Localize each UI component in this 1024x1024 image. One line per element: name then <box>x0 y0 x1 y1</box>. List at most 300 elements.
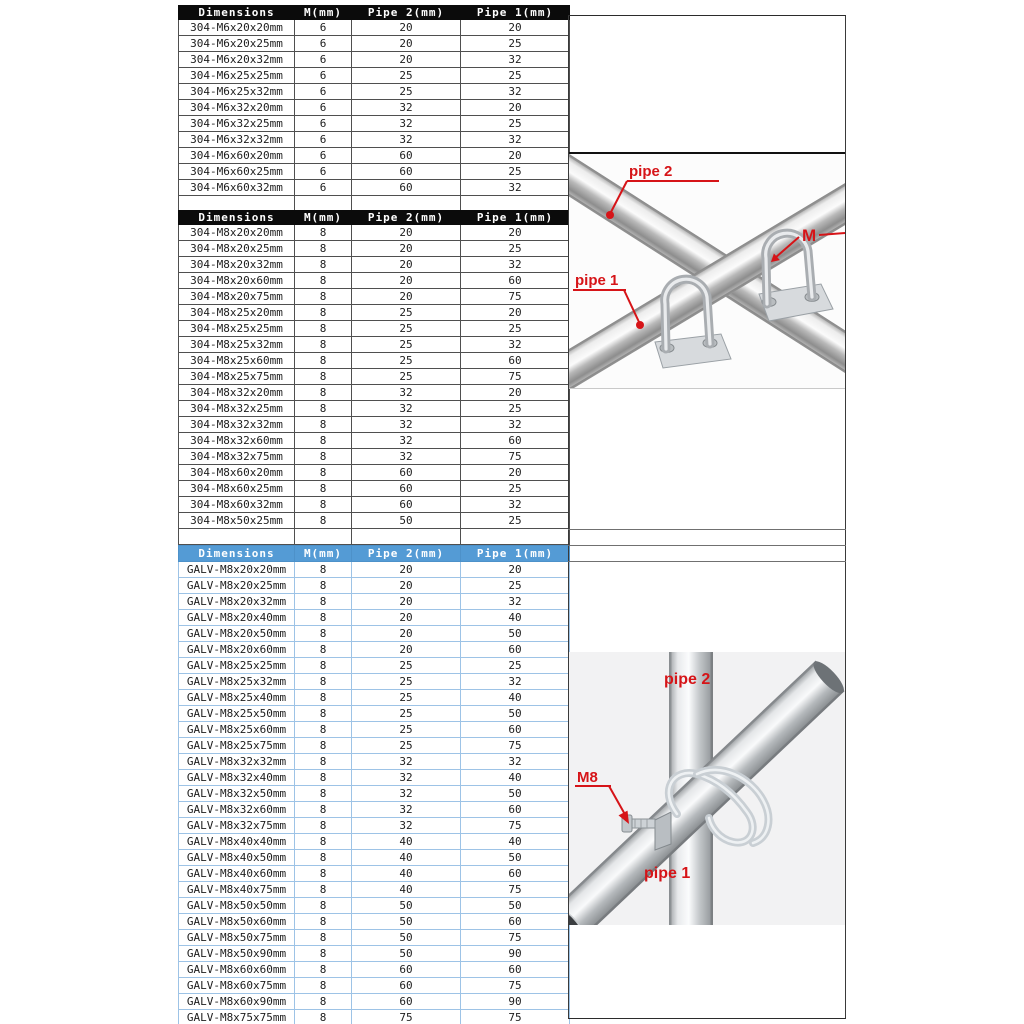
table-cell: 32 <box>352 818 461 834</box>
table-cell: 60 <box>461 642 570 658</box>
table-cell: 25 <box>352 305 461 321</box>
table-cell: 304-M8x60x32mm <box>179 497 295 513</box>
column-header: Dimensions <box>179 211 295 225</box>
table-cell: 8 <box>295 690 352 706</box>
table-cell: 304-M8x60x20mm <box>179 465 295 481</box>
table-cell: 32 <box>352 449 461 465</box>
table-cell: 32 <box>461 674 570 690</box>
table-cell: 304-M6x32x32mm <box>179 132 295 148</box>
table-cell: 8 <box>295 626 352 642</box>
table-cell: 20 <box>352 289 461 305</box>
table-cell: 6 <box>295 52 352 68</box>
table-cell: 20 <box>352 257 461 273</box>
table-cell: 8 <box>295 930 352 946</box>
table-cell: 25 <box>352 353 461 369</box>
table-row <box>179 52 570 68</box>
table-cell <box>295 529 352 545</box>
pipe1-label: pipe 1 <box>575 272 619 289</box>
table-cell: 40 <box>352 882 461 898</box>
column-header: Pipe 2(mm) <box>352 6 461 20</box>
table-cell: GALV-M8x25x32mm <box>179 674 295 690</box>
table-cell: 304-M8x25x25mm <box>179 321 295 337</box>
table-cell: 75 <box>461 738 570 754</box>
table-cell: 25 <box>461 116 570 132</box>
table-cell: 32 <box>461 257 570 273</box>
table-cell: 25 <box>352 658 461 674</box>
table-cell: GALV-M8x50x90mm <box>179 946 295 962</box>
table-cell: 8 <box>295 257 352 273</box>
header-row <box>179 6 570 20</box>
table-cell: 8 <box>295 289 352 305</box>
table-cell: 20 <box>352 273 461 289</box>
table-cell: 75 <box>461 818 570 834</box>
table-cell: 32 <box>461 497 570 513</box>
table-cell: 304-M6x60x20mm <box>179 148 295 164</box>
table-cell: GALV-M8x20x60mm <box>179 642 295 658</box>
table-cell: 50 <box>352 930 461 946</box>
table-cell: 8 <box>295 738 352 754</box>
table-row <box>179 305 570 321</box>
table-cell: 25 <box>352 690 461 706</box>
table-cell: 60 <box>461 722 570 738</box>
table-cell: GALV-M8x40x60mm <box>179 866 295 882</box>
table-cell: 8 <box>295 449 352 465</box>
table-row <box>179 241 570 257</box>
table-row <box>179 84 570 100</box>
table-row <box>179 1010 570 1024</box>
table-cell: 60 <box>461 353 570 369</box>
table-cell: 20 <box>352 241 461 257</box>
table-cell: 90 <box>461 994 570 1010</box>
table-cell: 32 <box>461 754 570 770</box>
table-cell: 304-M8x32x32mm <box>179 417 295 433</box>
table-row <box>179 834 570 850</box>
table-cell: 32 <box>461 594 570 610</box>
table-row <box>179 289 570 305</box>
spec-table-304-m6 <box>178 5 569 212</box>
table-row <box>179 257 570 273</box>
column-header: M(mm) <box>295 211 352 225</box>
table-cell: 25 <box>352 321 461 337</box>
table-row <box>179 321 570 337</box>
table-cell: 304-M8x20x75mm <box>179 289 295 305</box>
pipe1-label: pipe 1 <box>644 865 691 882</box>
table-row <box>179 20 570 36</box>
table-cell: GALV-M8x50x75mm <box>179 930 295 946</box>
column-header: Pipe 2(mm) <box>352 546 461 562</box>
table-cell: 8 <box>295 898 352 914</box>
table-cell: 60 <box>461 866 570 882</box>
table-cell: 8 <box>295 513 352 529</box>
table-row <box>179 68 570 84</box>
table-cell: GALV-M8x32x32mm <box>179 754 295 770</box>
table-cell: 304-M8x20x20mm <box>179 225 295 241</box>
table-cell: 50 <box>461 626 570 642</box>
table-cell: 60 <box>352 164 461 180</box>
table-row <box>179 722 570 738</box>
table-cell: 32 <box>352 802 461 818</box>
table-cell: 90 <box>461 946 570 962</box>
table-cell: 8 <box>295 978 352 994</box>
column-header: Dimensions <box>179 6 295 20</box>
table-cell: 75 <box>461 930 570 946</box>
table-cell: 20 <box>461 385 570 401</box>
table-cell: 40 <box>352 834 461 850</box>
table-cell: 8 <box>295 674 352 690</box>
table-cell: 20 <box>352 52 461 68</box>
table-cell: 304-M8x32x25mm <box>179 401 295 417</box>
table-row <box>179 36 570 52</box>
table-row <box>179 930 570 946</box>
table-cell: 60 <box>352 148 461 164</box>
pointer-dot <box>606 211 614 219</box>
table-row <box>179 401 570 417</box>
bolt-label: M8 <box>577 769 598 786</box>
table-cell: 75 <box>461 1010 570 1024</box>
table-cell: 50 <box>352 513 461 529</box>
table-cell: 60 <box>461 802 570 818</box>
table-row <box>179 148 570 164</box>
pointer-dot <box>636 321 644 329</box>
table-cell: 8 <box>295 305 352 321</box>
table-cell: 8 <box>295 994 352 1010</box>
table-cell: 60 <box>352 994 461 1010</box>
table-cell: 50 <box>352 914 461 930</box>
table-cell: 20 <box>352 562 461 578</box>
table-cell: 32 <box>352 770 461 786</box>
table-cell: 304-M6x20x32mm <box>179 52 295 68</box>
header-row <box>179 211 570 225</box>
table-cell: 25 <box>352 738 461 754</box>
table-cell: 20 <box>461 305 570 321</box>
table-cell: 20 <box>352 626 461 642</box>
product-photo-stainless-clamp <box>569 152 845 389</box>
table-cell: 20 <box>352 594 461 610</box>
table-cell: GALV-M8x32x75mm <box>179 818 295 834</box>
table-cell: 32 <box>461 132 570 148</box>
table-row <box>179 706 570 722</box>
table-row <box>179 481 570 497</box>
table-cell: 60 <box>461 914 570 930</box>
table-cell: 304-M8x32x75mm <box>179 449 295 465</box>
table-cell: 32 <box>352 100 461 116</box>
table-cell: 304-M8x20x25mm <box>179 241 295 257</box>
table-cell: 8 <box>295 417 352 433</box>
table-row <box>179 594 570 610</box>
table-row <box>179 818 570 834</box>
table-cell: 304-M8x20x60mm <box>179 273 295 289</box>
table-cell: 8 <box>295 225 352 241</box>
table-cell: 50 <box>352 946 461 962</box>
table-cell: GALV-M8x40x75mm <box>179 882 295 898</box>
table-cell: 32 <box>461 84 570 100</box>
table-cell: 8 <box>295 866 352 882</box>
table-cell: 32 <box>461 417 570 433</box>
table-cell: 304-M8x32x20mm <box>179 385 295 401</box>
table-cell: 75 <box>352 1010 461 1024</box>
table-cell: 32 <box>352 132 461 148</box>
table-row <box>179 417 570 433</box>
table-cell: 60 <box>352 180 461 196</box>
table-row <box>179 513 570 529</box>
table-cell: 25 <box>352 674 461 690</box>
table-cell: 20 <box>461 465 570 481</box>
table-cell: 40 <box>352 850 461 866</box>
table-cell: 6 <box>295 68 352 84</box>
table-cell: GALV-M8x20x25mm <box>179 578 295 594</box>
column-header: Dimensions <box>179 546 295 562</box>
table-cell: 8 <box>295 578 352 594</box>
table-cell: 20 <box>352 20 461 36</box>
empty-spacer-row <box>179 529 570 545</box>
table-cell: 25 <box>461 36 570 52</box>
table-cell: 304-M8x25x20mm <box>179 305 295 321</box>
table-cell: GALV-M8x25x60mm <box>179 722 295 738</box>
table-cell: 60 <box>352 497 461 513</box>
spec-table <box>178 210 570 545</box>
table-cell: 25 <box>461 241 570 257</box>
table-cell: 32 <box>352 116 461 132</box>
table-cell: 75 <box>461 882 570 898</box>
table-cell <box>352 529 461 545</box>
table-cell: 8 <box>295 562 352 578</box>
table-cell: GALV-M8x50x50mm <box>179 898 295 914</box>
table-cell: 8 <box>295 802 352 818</box>
table-cell: 25 <box>461 481 570 497</box>
table-cell: 32 <box>461 52 570 68</box>
table-cell: 60 <box>352 465 461 481</box>
table-cell: 304-M6x20x20mm <box>179 20 295 36</box>
table-row <box>179 562 570 578</box>
table-cell: 32 <box>352 401 461 417</box>
table-cell: 20 <box>352 225 461 241</box>
galvanized-clamp-illustration <box>569 652 845 925</box>
table-cell: 50 <box>461 898 570 914</box>
table-cell: 50 <box>461 786 570 802</box>
table-cell: 6 <box>295 84 352 100</box>
table-cell: 304-M8x25x60mm <box>179 353 295 369</box>
column-header: M(mm) <box>295 6 352 20</box>
table-cell: 304-M6x25x32mm <box>179 84 295 100</box>
table-cell: 32 <box>461 180 570 196</box>
table-cell: GALV-M8x75x75mm <box>179 1010 295 1024</box>
table-cell: 32 <box>352 786 461 802</box>
table-row <box>179 642 570 658</box>
table-cell: 20 <box>352 578 461 594</box>
spec-table <box>178 5 570 212</box>
table-cell: 304-M8x20x32mm <box>179 257 295 273</box>
table-cell: 8 <box>295 754 352 770</box>
table-row <box>179 626 570 642</box>
table-row <box>179 658 570 674</box>
table-cell: 32 <box>352 417 461 433</box>
table-row <box>179 353 570 369</box>
table-cell: 8 <box>295 353 352 369</box>
table-cell: 304-M8x32x60mm <box>179 433 295 449</box>
table-cell: GALV-M8x20x50mm <box>179 626 295 642</box>
table-row <box>179 449 570 465</box>
table-cell: GALV-M8x32x60mm <box>179 802 295 818</box>
table-cell: 6 <box>295 100 352 116</box>
table-cell: GALV-M8x25x40mm <box>179 690 295 706</box>
table-row <box>179 610 570 626</box>
column-header: Pipe 1(mm) <box>461 6 570 20</box>
table-row <box>179 273 570 289</box>
spec-table-galv-m8 <box>178 545 569 1024</box>
table-cell: 75 <box>461 289 570 305</box>
table-row <box>179 850 570 866</box>
table-cell: 8 <box>295 722 352 738</box>
table-cell: 25 <box>352 84 461 100</box>
table-cell: 304-M6x32x25mm <box>179 116 295 132</box>
table-cell: 304-M6x32x20mm <box>179 100 295 116</box>
table-cell: 8 <box>295 481 352 497</box>
table-cell: 8 <box>295 882 352 898</box>
table-cell: 60 <box>352 978 461 994</box>
table-row <box>179 132 570 148</box>
table-cell: 25 <box>461 321 570 337</box>
table-row <box>179 898 570 914</box>
table-cell: 8 <box>295 658 352 674</box>
table-cell: 8 <box>295 946 352 962</box>
table-row <box>179 994 570 1010</box>
table-cell: 304-M6x20x25mm <box>179 36 295 52</box>
table-row <box>179 385 570 401</box>
table-cell: 20 <box>352 642 461 658</box>
table-cell: 8 <box>295 834 352 850</box>
table-cell: 8 <box>295 385 352 401</box>
table-cell: 25 <box>352 706 461 722</box>
table-cell: 75 <box>461 978 570 994</box>
pipe2-label: pipe 2 <box>664 671 711 688</box>
table-cell: GALV-M8x25x25mm <box>179 658 295 674</box>
table-cell: 20 <box>461 20 570 36</box>
table-cell: 8 <box>295 273 352 289</box>
table-row <box>179 578 570 594</box>
table-cell: GALV-M8x20x32mm <box>179 594 295 610</box>
table-cell: 60 <box>352 481 461 497</box>
table-cell: 60 <box>352 962 461 978</box>
table-row <box>179 882 570 898</box>
table-cell: 6 <box>295 148 352 164</box>
table-cell: 8 <box>295 706 352 722</box>
table-cell: 32 <box>352 433 461 449</box>
table-cell: 25 <box>352 68 461 84</box>
table-cell: GALV-M8x25x75mm <box>179 738 295 754</box>
table-cell: 8 <box>295 433 352 449</box>
table-row <box>179 802 570 818</box>
table-cell: 6 <box>295 116 352 132</box>
table-cell: 8 <box>295 850 352 866</box>
table-cell: 20 <box>461 148 570 164</box>
table-cell: GALV-M8x20x20mm <box>179 562 295 578</box>
spec-table-304-m8 <box>178 210 569 545</box>
table-cell: GALV-M8x32x40mm <box>179 770 295 786</box>
table-cell: 8 <box>295 770 352 786</box>
column-header: Pipe 1(mm) <box>461 546 570 562</box>
table-cell: 60 <box>461 962 570 978</box>
table-cell: 8 <box>295 1010 352 1024</box>
table-row <box>179 914 570 930</box>
table-cell: 8 <box>295 369 352 385</box>
table-cell: 8 <box>295 642 352 658</box>
table-row <box>179 738 570 754</box>
divider-line <box>568 545 846 546</box>
bolt-label: M <box>802 226 817 245</box>
table-cell: 40 <box>461 834 570 850</box>
table-cell: 20 <box>461 562 570 578</box>
column-header: M(mm) <box>295 546 352 562</box>
table-cell: 20 <box>461 100 570 116</box>
table-cell: 8 <box>295 337 352 353</box>
table-cell: 304-M8x60x25mm <box>179 481 295 497</box>
table-cell: 40 <box>461 610 570 626</box>
table-cell: 6 <box>295 36 352 52</box>
table-cell: 75 <box>461 369 570 385</box>
table-row <box>179 770 570 786</box>
table-cell: 6 <box>295 132 352 148</box>
table-cell: GALV-M8x32x50mm <box>179 786 295 802</box>
table-row <box>179 946 570 962</box>
column-header: Pipe 2(mm) <box>352 211 461 225</box>
table-cell: 8 <box>295 962 352 978</box>
table-cell: 50 <box>352 898 461 914</box>
table-cell: 75 <box>461 449 570 465</box>
table-cell: 25 <box>461 164 570 180</box>
table-cell: 25 <box>461 68 570 84</box>
table-cell: 25 <box>461 401 570 417</box>
table-row <box>179 225 570 241</box>
divider-line <box>568 529 846 530</box>
table-row <box>179 337 570 353</box>
table-cell: 32 <box>352 754 461 770</box>
column-header: Pipe 1(mm) <box>461 211 570 225</box>
table-cell: GALV-M8x60x75mm <box>179 978 295 994</box>
spec-table <box>178 545 570 1024</box>
product-photo-galvanized-clamp <box>569 652 845 925</box>
table-row <box>179 100 570 116</box>
table-cell: 50 <box>461 706 570 722</box>
table-row <box>179 497 570 513</box>
table-cell: 60 <box>461 433 570 449</box>
table-cell: 40 <box>461 690 570 706</box>
table-cell: GALV-M8x40x40mm <box>179 834 295 850</box>
table-row <box>179 866 570 882</box>
stainless-clamp-illustration <box>569 154 845 389</box>
table-row <box>179 978 570 994</box>
table-cell: 304-M8x50x25mm <box>179 513 295 529</box>
table-row <box>179 754 570 770</box>
header-row <box>179 546 570 562</box>
table-cell: 8 <box>295 786 352 802</box>
table-row <box>179 465 570 481</box>
table-cell: 25 <box>461 658 570 674</box>
table-cell: 50 <box>461 850 570 866</box>
table-cell: 20 <box>352 610 461 626</box>
table-cell: 25 <box>461 513 570 529</box>
table-cell: GALV-M8x50x60mm <box>179 914 295 930</box>
table-row <box>179 369 570 385</box>
annotation-lines <box>575 786 627 818</box>
table-cell: GALV-M8x60x90mm <box>179 994 295 1010</box>
table-cell: 8 <box>295 594 352 610</box>
table-cell: 8 <box>295 818 352 834</box>
table-row <box>179 674 570 690</box>
table-cell: 8 <box>295 914 352 930</box>
table-cell: 6 <box>295 20 352 36</box>
table-cell: 304-M8x25x75mm <box>179 369 295 385</box>
table-cell: 6 <box>295 164 352 180</box>
